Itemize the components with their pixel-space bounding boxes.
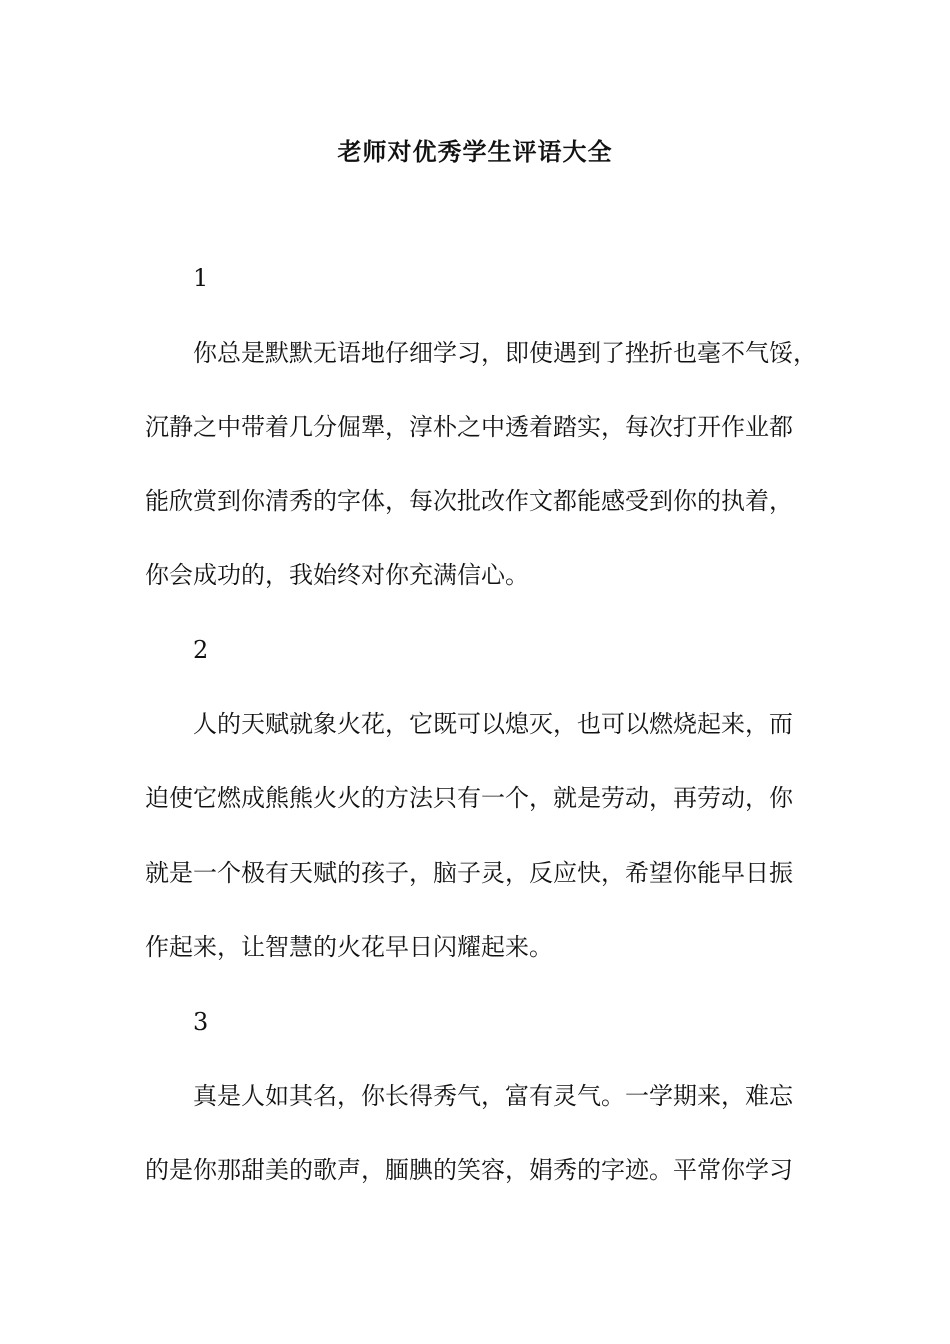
- document-title: 老师对优秀学生评语大全: [337, 137, 613, 166]
- paragraph-line: 真是人如其名，你长得秀气，富有灵气。一学期来，难忘: [193, 1082, 793, 1110]
- paragraph-line: 迫使它燃成熊熊火火的方法只有一个，就是劳动，再劳动，你: [145, 784, 793, 812]
- section-number: 1: [193, 264, 209, 292]
- paragraph-line: 你总是默默无语地仔细学习，即使遇到了挫折也毫不气馁，: [193, 339, 817, 367]
- paragraph-line: 人的天赋就象火花，它既可以熄灭，也可以燃烧起来，而: [193, 710, 793, 738]
- paragraph-line: 能欣赏到你清秀的字体，每次批改作文都能感受到你的执着，: [145, 487, 793, 515]
- paragraph-line: 沉静之中带着几分倔犟，淳朴之中透着踏实，每次打开作业都: [145, 413, 793, 441]
- section-number: 2: [193, 636, 209, 664]
- paragraph-line: 作起来，让智慧的火花早日闪耀起来。: [145, 933, 553, 961]
- paragraph-line: 就是一个极有天赋的孩子，脑子灵，反应快，希望你能早日振: [145, 859, 793, 887]
- section-number: 3: [193, 1008, 209, 1036]
- paragraph-line: 你会成功的，我始终对你充满信心。: [145, 561, 529, 589]
- paragraph-line: 的是你那甜美的歌声，腼腆的笑容，娟秀的字迹。平常你学习: [145, 1156, 793, 1184]
